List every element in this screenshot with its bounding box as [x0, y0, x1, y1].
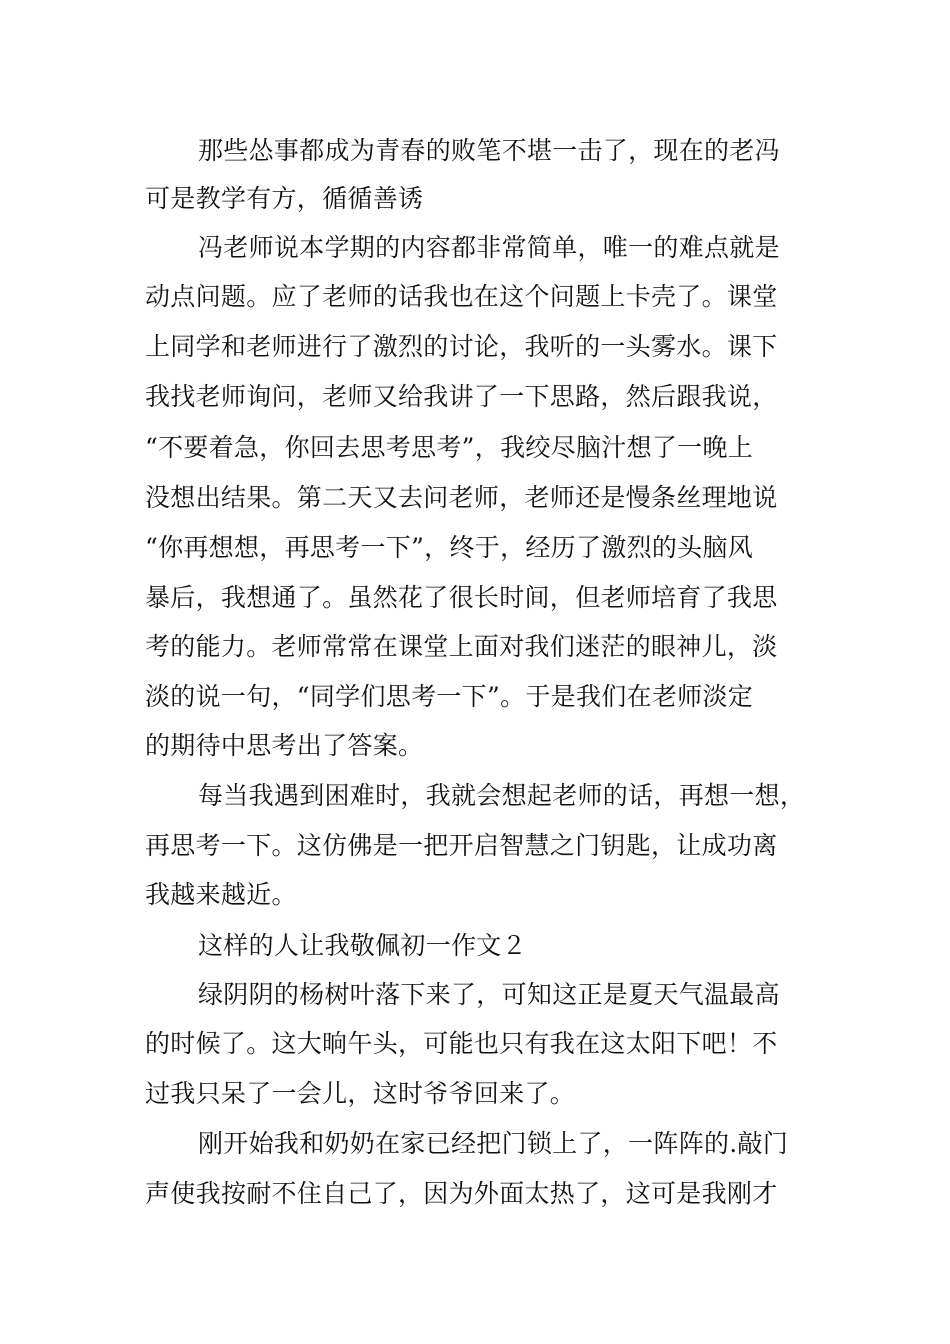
paragraph-line: 声使我按耐不住自己了，因为外面太热了，这可是我刚才 — [145, 1179, 778, 1208]
paragraph-line: 的期待中思考出了答案。 — [145, 731, 424, 760]
paragraph-line: 每当我遇到困难时，我就会想起老师的话，再想一想， — [198, 781, 806, 810]
paragraph-line: “你再想想，再思考一下”，终于，经历了激烈的头脑风 — [145, 533, 754, 562]
paragraph-line: 那些怂事都成为青春的败笔不堪一击了，现在的老冯 — [198, 136, 780, 165]
paragraph-line: 的时候了。这大晌午头，可能也只有我在这太阳下吧！不 — [145, 1029, 778, 1058]
paragraph-line: 上同学和老师进行了激烈的讨论，我听的一头雾水。课下 — [145, 332, 778, 361]
paragraph-line: 我越来越近。 — [145, 880, 297, 909]
paragraph-line: 我找老师询问，老师又给我讲了一下思路，然后跟我说， — [145, 382, 778, 411]
paragraph-line: 再思考一下。这仿佛是一把开启智慧之门钥匙，让成功离 — [145, 831, 778, 860]
paragraph-line: 暴后，我想通了。虽然花了很长时间，但老师培育了我思 — [145, 583, 778, 612]
paragraph-line: 刚开始我和奶奶在家已经把门锁上了，一阵阵的.敲门 — [198, 1129, 789, 1158]
paragraph-line: 过我只呆了一会儿，这时爷爷回来了。 — [145, 1079, 576, 1108]
paragraph-line: 冯老师说本学期的内容都非常简单，唯一的难点就是 — [198, 233, 780, 262]
paragraph-line: 绿阴阴的杨树叶落下来了，可知这正是夏天气温最高 — [198, 980, 780, 1009]
paragraph-line: 动点问题。应了老师的话我也在这个问题上卡壳了。课堂 — [145, 282, 778, 311]
paragraph-line: 可是教学有方，循循善诱 — [145, 184, 424, 213]
paragraph-line: 淡的说一句，“同学们思考一下”。于是我们在老师淡定 — [145, 682, 754, 711]
paragraph-line: 没想出结果。第二天又去问老师，老师还是慢条丝理地说 — [145, 483, 778, 512]
paragraph-line: “不要着急，你回去思考思考”，我绞尽脑汁想了一晚上 — [145, 433, 754, 462]
paragraph-line: 考的能力。老师常常在课堂上面对我们迷茫的眼神儿，淡 — [145, 632, 778, 661]
section-title: 这样的人让我敬佩初一作文２ — [198, 931, 527, 960]
